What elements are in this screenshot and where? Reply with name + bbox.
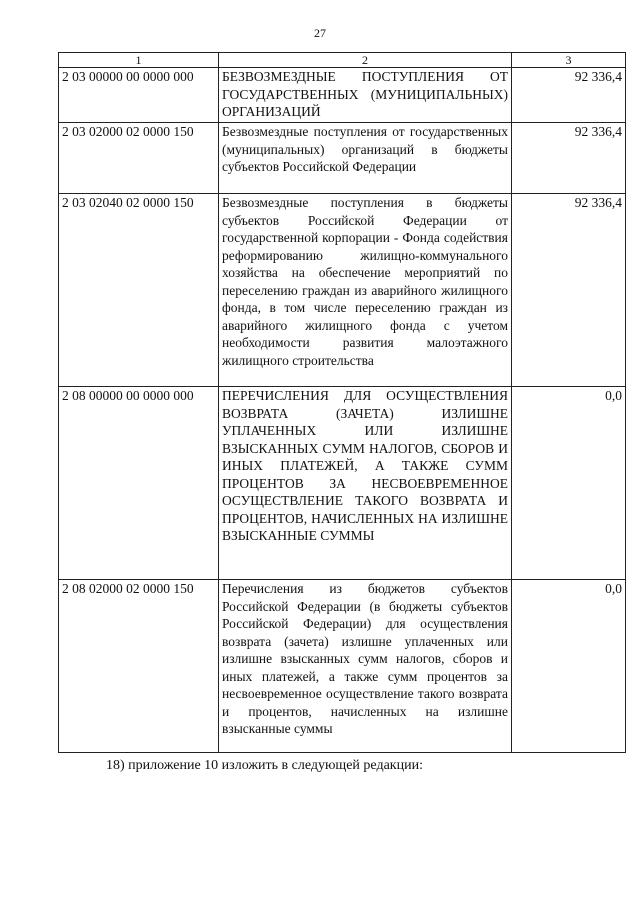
amount-value: 92 336,4: [512, 68, 626, 123]
amendment-instruction: 18) приложение 10 изложить в следующей редакции:: [106, 758, 423, 773]
budget-code: 2 03 00000 00 0000 000: [59, 68, 219, 123]
amount-value: 92 336,4: [512, 194, 626, 387]
table-header-row: [59, 53, 626, 68]
table-row: [59, 68, 626, 123]
revenue-name: Безвозмездные поступления от государственных (муниципальных) организаций в бюджеты субъектов Российской Федерации: [219, 123, 512, 194]
budget-code: 2 03 02040 02 0000 150: [59, 194, 219, 387]
table-row: [59, 387, 626, 580]
amount-value: 0,0: [512, 580, 626, 753]
revenue-name: Перечисления из бюджетов субъектов Российской Федерации (в бюджеты субъектов Российской Федерации) для осуществления возврата (зачета) излишне уплаченных или излишне взысканных сумм налогов, сборов и иных платежей, а также сумм процентов за несвоевременное осуществление такого возврата и процентов, начисленных на излишне взысканные суммы: [219, 580, 512, 753]
budget-code: 2 08 00000 00 0000 000: [59, 387, 219, 580]
budget-code: 2 08 02000 02 0000 150: [59, 580, 219, 753]
amount-value: 0,0: [512, 387, 626, 580]
revenue-name: БЕЗВОЗМЕЗДНЫЕ ПОСТУПЛЕНИЯ ОТ ГОСУДАРСТВЕННЫХ (МУНИЦИПАЛЬНЫХ) ОРГАНИЗАЦИЙ: [219, 68, 512, 123]
revenue-table: [58, 52, 626, 753]
table-row: [59, 194, 626, 387]
page-number: 27: [314, 26, 326, 40]
column-header-amount: 3: [512, 53, 626, 68]
column-header-name: 2: [219, 53, 512, 68]
amount-value: 92 336,4: [512, 123, 626, 194]
column-header-code: 1: [59, 53, 219, 68]
table-row: [59, 123, 626, 194]
revenue-name: ПЕРЕЧИСЛЕНИЯ ДЛЯ ОСУЩЕСТВЛЕНИЯ ВОЗВРАТА (ЗАЧЕТА) ИЗЛИШНЕ УПЛАЧЕННЫХ ИЛИ ИЗЛИШНЕ ВЗЫСКАННЫХ СУММ НАЛОГОВ, СБОРОВ И ИНЫХ ПЛАТЕЖЕЙ, А ТАКЖЕ СУММ ПРОЦЕНТОВ ЗА НЕСВОЕВРЕМЕННОЕ ОСУЩЕСТВЛЕНИЕ ТАКОГО ВОЗВРАТА И ПРОЦЕНТОВ, НАЧИСЛЕННЫХ НА ИЗЛИШНЕ ВЗЫСКАННЫЕ СУММЫ: [219, 387, 512, 580]
table-row: [59, 580, 626, 753]
revenue-name: Безвозмездные поступления в бюджеты субъектов Российской Федерации от государственной корпорации - Фонда содействия реформированию жилищно-коммунального хозяйства на обеспечение мероприятий по переселению граждан из аварийного жилищного фонда, в том числе переселению граждан из аварийного жилищного фонда с учетом необходимости развития малоэтажного жилищного строительства: [219, 194, 512, 387]
budget-code: 2 03 02000 02 0000 150: [59, 123, 219, 194]
